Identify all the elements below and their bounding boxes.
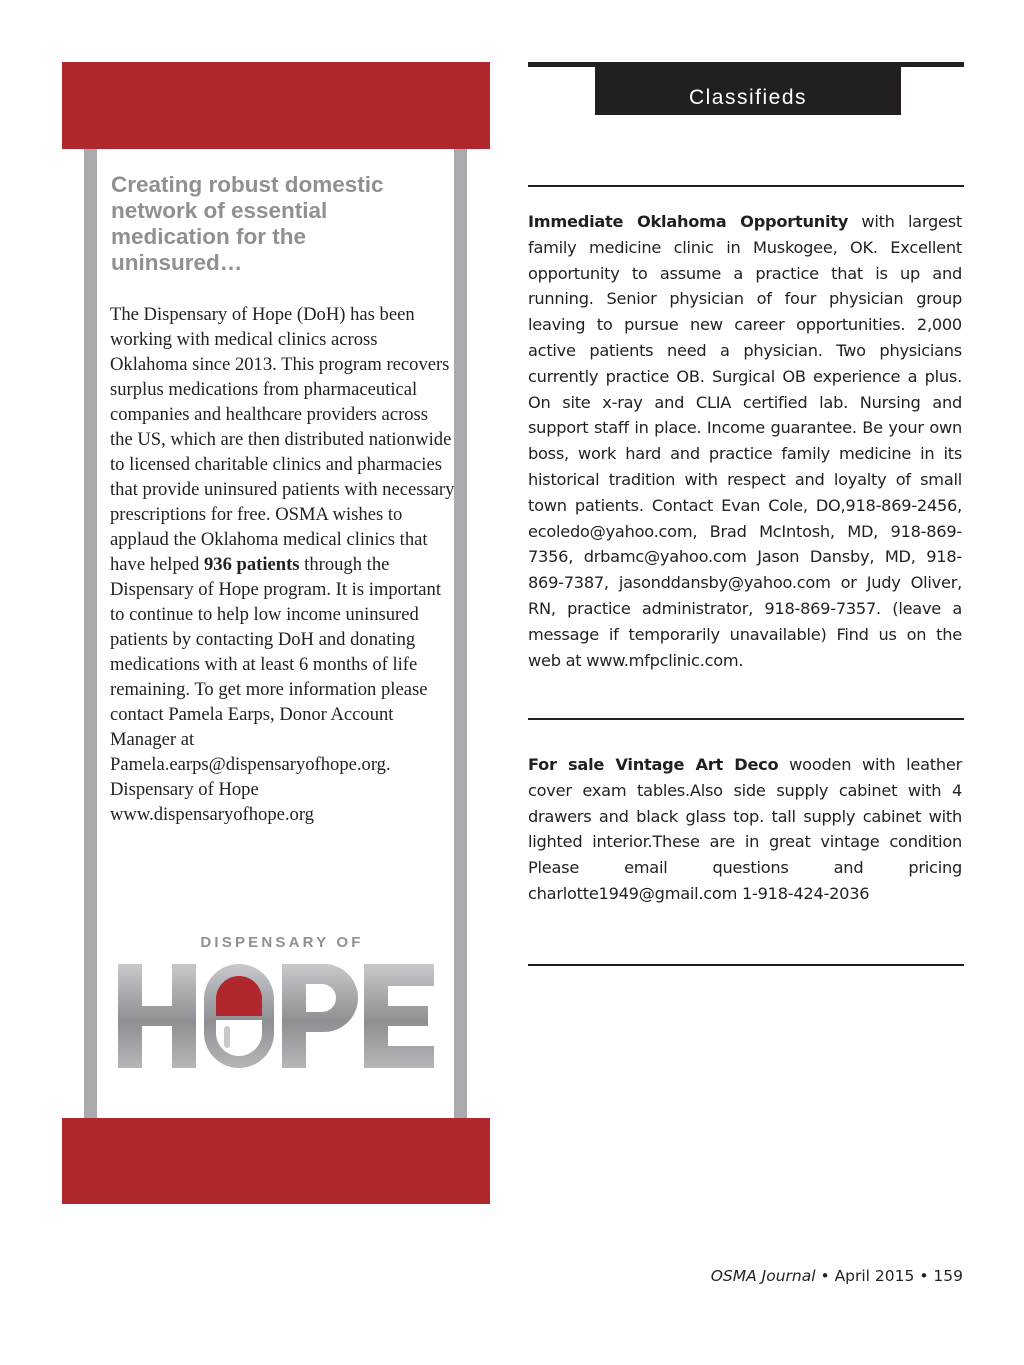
- classifieds-section-label: Classifieds: [595, 67, 901, 115]
- classified-ad: [528, 209, 962, 673]
- pill-icon: [204, 964, 274, 1068]
- ad-body-bold: 936 patients: [203, 554, 300, 575]
- footer-issue: April 2015: [834, 1267, 915, 1285]
- ad-heading: Creating robust domestic network of essential medication for the uninsured…: [111, 172, 384, 275]
- logo-letter-e: [364, 964, 434, 1068]
- logo-letter-h: [118, 964, 196, 1068]
- ad-top-band: [62, 62, 490, 149]
- logo-letter-p: [282, 964, 358, 1068]
- ad-body-text: [110, 302, 455, 827]
- divider: [528, 964, 964, 966]
- classified-headline: For sale Vintage Art Deco: [528, 755, 779, 774]
- ad-body-part1: The Dispensary of Hope (DoH) has been working with medical clinics across Oklahoma since 2013. This program recovers surplus medications from pharmaceutical companies and healthcare providers across the US, which are then distributed nationwide to licensed charitable clinics and pharmacies that provide uninsured patients with necessary prescriptions for free. OSMA wishes to applaud the Oklahoma medical clinics that have helped: [110, 304, 455, 575]
- classified-ad: [528, 752, 962, 907]
- classified-headline: Immediate Oklahoma Opportunity: [528, 212, 849, 231]
- ad-bottom-band: [62, 1118, 490, 1204]
- ad-body-part2: through the Dispensary of Hope program. It is important to continue to help low income uninsured patients by contacting DoH and donating medications with at least 6 months of life remaining. To get more information please contact Pamela Earps, Donor Account Manager at Pamela.earps@dispensaryofhope.org. Dispensary of Hope www.dispensaryofhope.org: [110, 554, 442, 825]
- footer-bullet: •: [820, 1267, 830, 1285]
- footer-bullet: •: [919, 1267, 929, 1285]
- hope-logo: [118, 962, 438, 1072]
- page-footer: [560, 1267, 963, 1285]
- logo-subtitle: DISPENSARY OF: [200, 934, 364, 951]
- divider: [528, 718, 964, 720]
- divider: [528, 185, 964, 187]
- classified-text: wooden with leather cover exam tables.Also side supply cabinet with 4 drawers and black glass top. tall supply cabinet with lighted interior.These are in great vintage condition Please email questions and pricing charlotte1949@gmail.com 1-918-424-2036: [528, 755, 962, 903]
- footer-journal: OSMA Journal: [710, 1267, 816, 1285]
- classified-text: with largest family medicine clinic in Muskogee, OK. Excellent opportunity to assume a practice that is up and running. Senior physician of four physician group leaving to pursue new career opportunities. 2,000 active patients need a physician. Two physicians currently practice OB. Surgical OB experience a plus. On site x-ray and CLIA certified lab. Nursing and support staff in place. Income guarantee. Be your own boss, work hard and practice family medicine in its historical tradition with respect and loyalty of small town patients. Contact Evan Cole, DO,918-869-2456, ecoledo@yahoo.com, Brad McIntosh, MD, 918-869-7356, drbamc@yahoo.com Jason Dansby, MD, 918-869-7387, jasonddansby@yahoo.com or Judy Oliver, RN, practice administrator, 918-869-7357. (leave a message if temporarily unavailable) Find us on the web at www.mfpclinic.com.: [528, 212, 962, 670]
- footer-page-number: 159: [933, 1267, 963, 1285]
